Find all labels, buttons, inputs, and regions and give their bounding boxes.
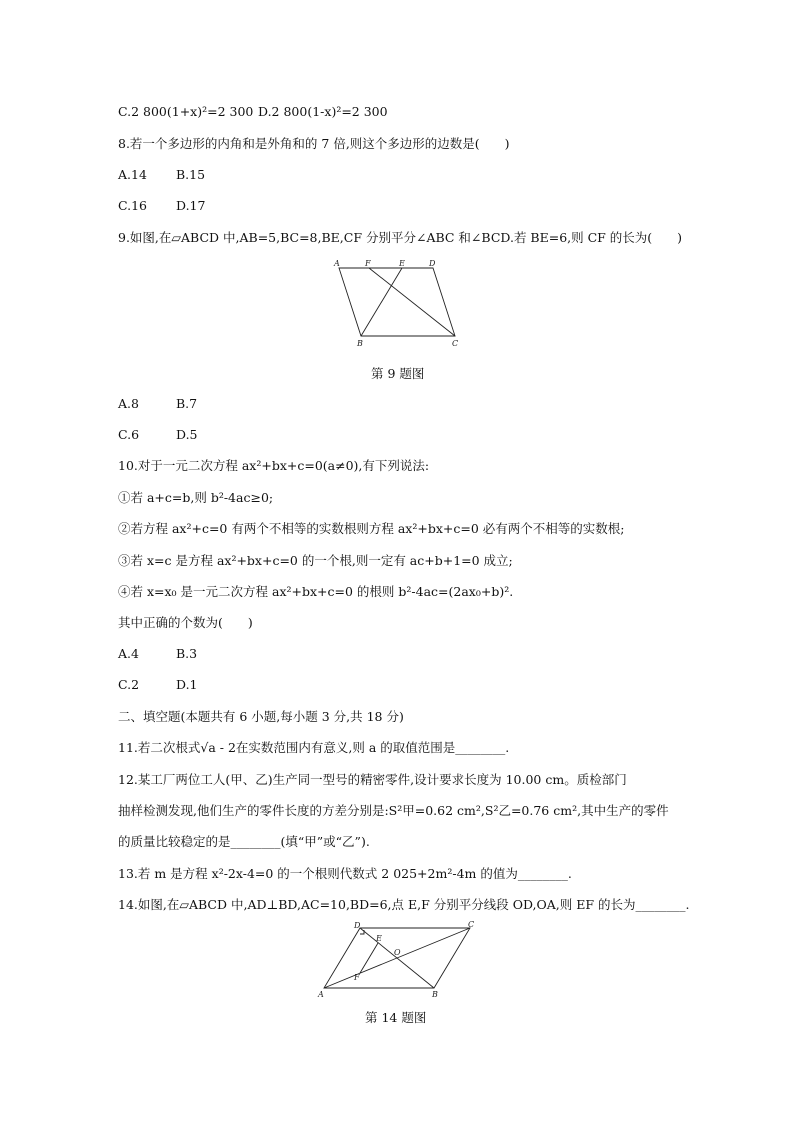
- q14-caption: 第 14 题图: [365, 1010, 427, 1025]
- q10-stem: 10.对于一元二次方程 ax²+bx+c=0(a≠0),有下列说法:: [118, 458, 430, 473]
- q10-option-a: A.4: [118, 646, 139, 661]
- q12-line-2: 抽样检测发现,他们生产的零件长度的方差分别是:S²甲=0.62 cm²,S²乙=0.76 cm²,其中生产的零件: [118, 803, 669, 818]
- q9-caption: 第 9 题图: [371, 366, 425, 381]
- q11-stem: 11.若二次根式√a - 2在实数范围内有意义,则 a 的取值范围是________.: [118, 740, 510, 755]
- q10-statement-1: ①若 a+c=b,则 b²-4ac≥0;: [118, 490, 274, 505]
- q9-label-c: C: [452, 339, 459, 348]
- q9-option-c: C.6: [118, 427, 140, 442]
- q10-ask: 其中正确的个数为( ): [118, 615, 253, 630]
- q14-segment-ef: [360, 943, 378, 973]
- q14-label-c: C: [468, 920, 475, 929]
- q12-line-1: 12.某工厂两位工人(甲、乙)生产同一型号的精密零件,设计要求长度为 10.00 cm。质检部门: [118, 772, 627, 787]
- section-heading-fill-in: 二、填空题(本题共有 6 小题,每小题 3 分,共 18 分): [118, 709, 404, 724]
- q10-statement-4: ④若 x=x₀ 是一元二次方程 ax²+bx+c=0 的根则 b²-4ac=(2ax₀+b)².: [118, 584, 514, 599]
- q14-label-e: E: [376, 934, 382, 943]
- q9-option-b: B.7: [176, 396, 198, 411]
- q9-stem: 9.如图,在▱ABCD 中,AB=5,BC=8,BE,CF 分别平分∠ABC 和∠BCD.若 BE=6,则 CF 的长为( ): [118, 230, 683, 245]
- q14-label-d: D: [354, 921, 361, 930]
- q14-label-f: F: [354, 973, 360, 982]
- q10-option-b: B.3: [176, 646, 198, 661]
- q8-option-b: B.15: [176, 167, 206, 182]
- q14-stem: 14.如图,在▱ABCD 中,AD⊥BD,AC=10,BD=6,点 E,F 分别平分线段 OD,OA,则 EF 的长为________.: [118, 897, 690, 912]
- q14-diagonal-bd: [360, 928, 434, 988]
- q9-label-e: E: [399, 259, 405, 268]
- q9-label-d: D: [429, 259, 436, 268]
- q12-line-3: 的质量比较稳定的是________(填“甲”或“乙”).: [118, 834, 370, 849]
- q10-statement-3: ③若 x=c 是方程 ax²+bx+c=0 的一个根,则一定有 ac+b+1=0 成立;: [118, 553, 513, 568]
- q10-option-c: C.2: [118, 677, 140, 692]
- q9-label-f: F: [365, 259, 371, 268]
- q14-label-o: O: [394, 948, 401, 957]
- q7-option-c: C.2 800(1+x)²=2 300: [118, 104, 254, 119]
- q9-option-d: D.5: [176, 427, 198, 442]
- q14-figure: [312, 920, 482, 1000]
- q9-label-a: A: [334, 259, 340, 268]
- q9-label-b: B: [357, 339, 363, 348]
- q8-stem: 8.若一个多边形的内角和是外角和的 7 倍,则这个多边形的边数是( ): [118, 136, 510, 151]
- q14-label-b: B: [432, 990, 438, 999]
- q7-option-d: D.2 800(1-x)²=2 300: [258, 104, 388, 119]
- q14-label-a: A: [318, 990, 324, 999]
- q8-option-c: C.16: [118, 198, 147, 213]
- q9-figure: [325, 256, 475, 352]
- q13-stem: 13.若 m 是方程 x²-2x-4=0 的一个根则代数式 2 025+2m²-4m 的值为________.: [118, 866, 572, 881]
- q10-statement-2: ②若方程 ax²+c=0 有两个不相等的实数根则方程 ax²+bx+c=0 必有两个不相等的实数根;: [118, 521, 625, 536]
- q8-option-a: A.14: [118, 167, 147, 182]
- q10-option-d: D.1: [176, 677, 198, 692]
- q9-parallelogram: [339, 268, 455, 336]
- q8-option-d: D.17: [176, 198, 206, 213]
- q9-option-a: A.8: [118, 396, 139, 411]
